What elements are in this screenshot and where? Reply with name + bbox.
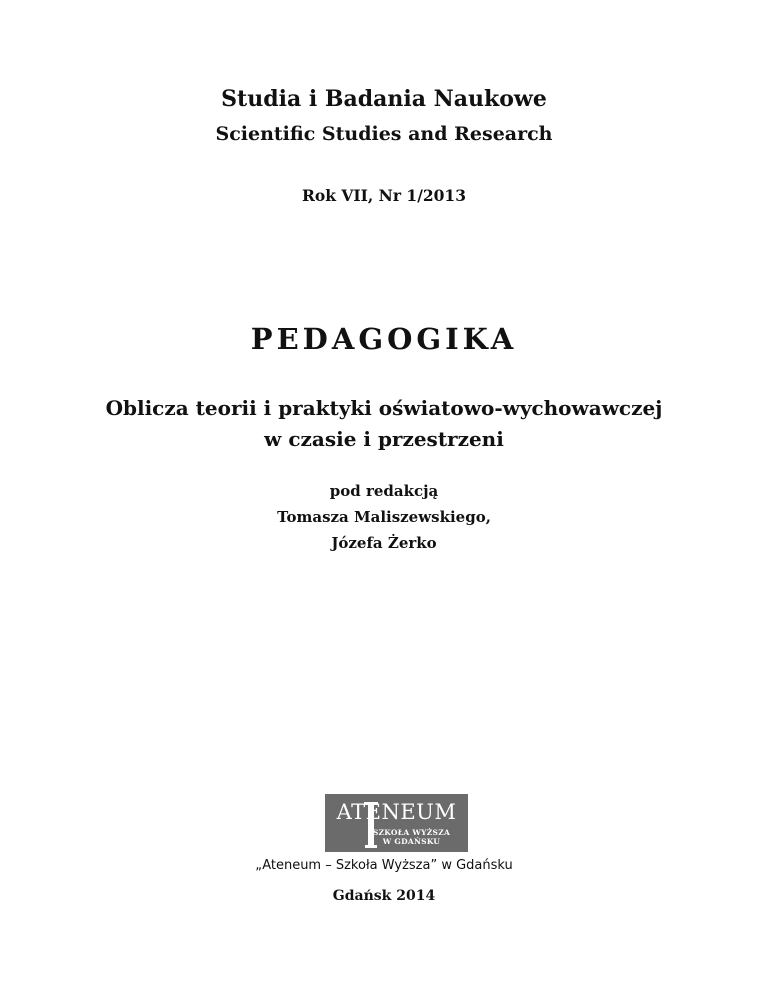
series-title-polish: Studia i Badania Naukowe <box>221 86 547 112</box>
logo-wordmark: ATENEUM <box>336 800 457 824</box>
editor-name-2: Józefa Żerko <box>331 534 437 552</box>
ateneum-logo <box>325 794 468 852</box>
book-subtitle-line-1: Oblicza teorii i praktyki oświatowo-wychowawczej <box>105 396 663 420</box>
series-title-english: Scientific Studies and Research <box>215 123 553 145</box>
issue-number: Rok VII, Nr 1/2013 <box>302 186 466 205</box>
book-title: PEDAGOGIKA <box>250 322 518 356</box>
place-and-year: Gdańsk 2014 <box>332 888 436 904</box>
logo-subtitle-2: W GDAŃSKU <box>382 837 441 846</box>
book-subtitle-line-2: w czasie i przestrzeni <box>264 427 504 451</box>
publisher-name: „Ateneum – Szkoła Wyższa” w Gdańsku <box>255 858 513 873</box>
logo-subtitle-1: SZKOŁA WYŻSZA <box>372 828 451 837</box>
editors-label: pod redakcją <box>329 482 439 500</box>
editor-name-1: Tomasza Maliszewskiego, <box>277 508 491 526</box>
